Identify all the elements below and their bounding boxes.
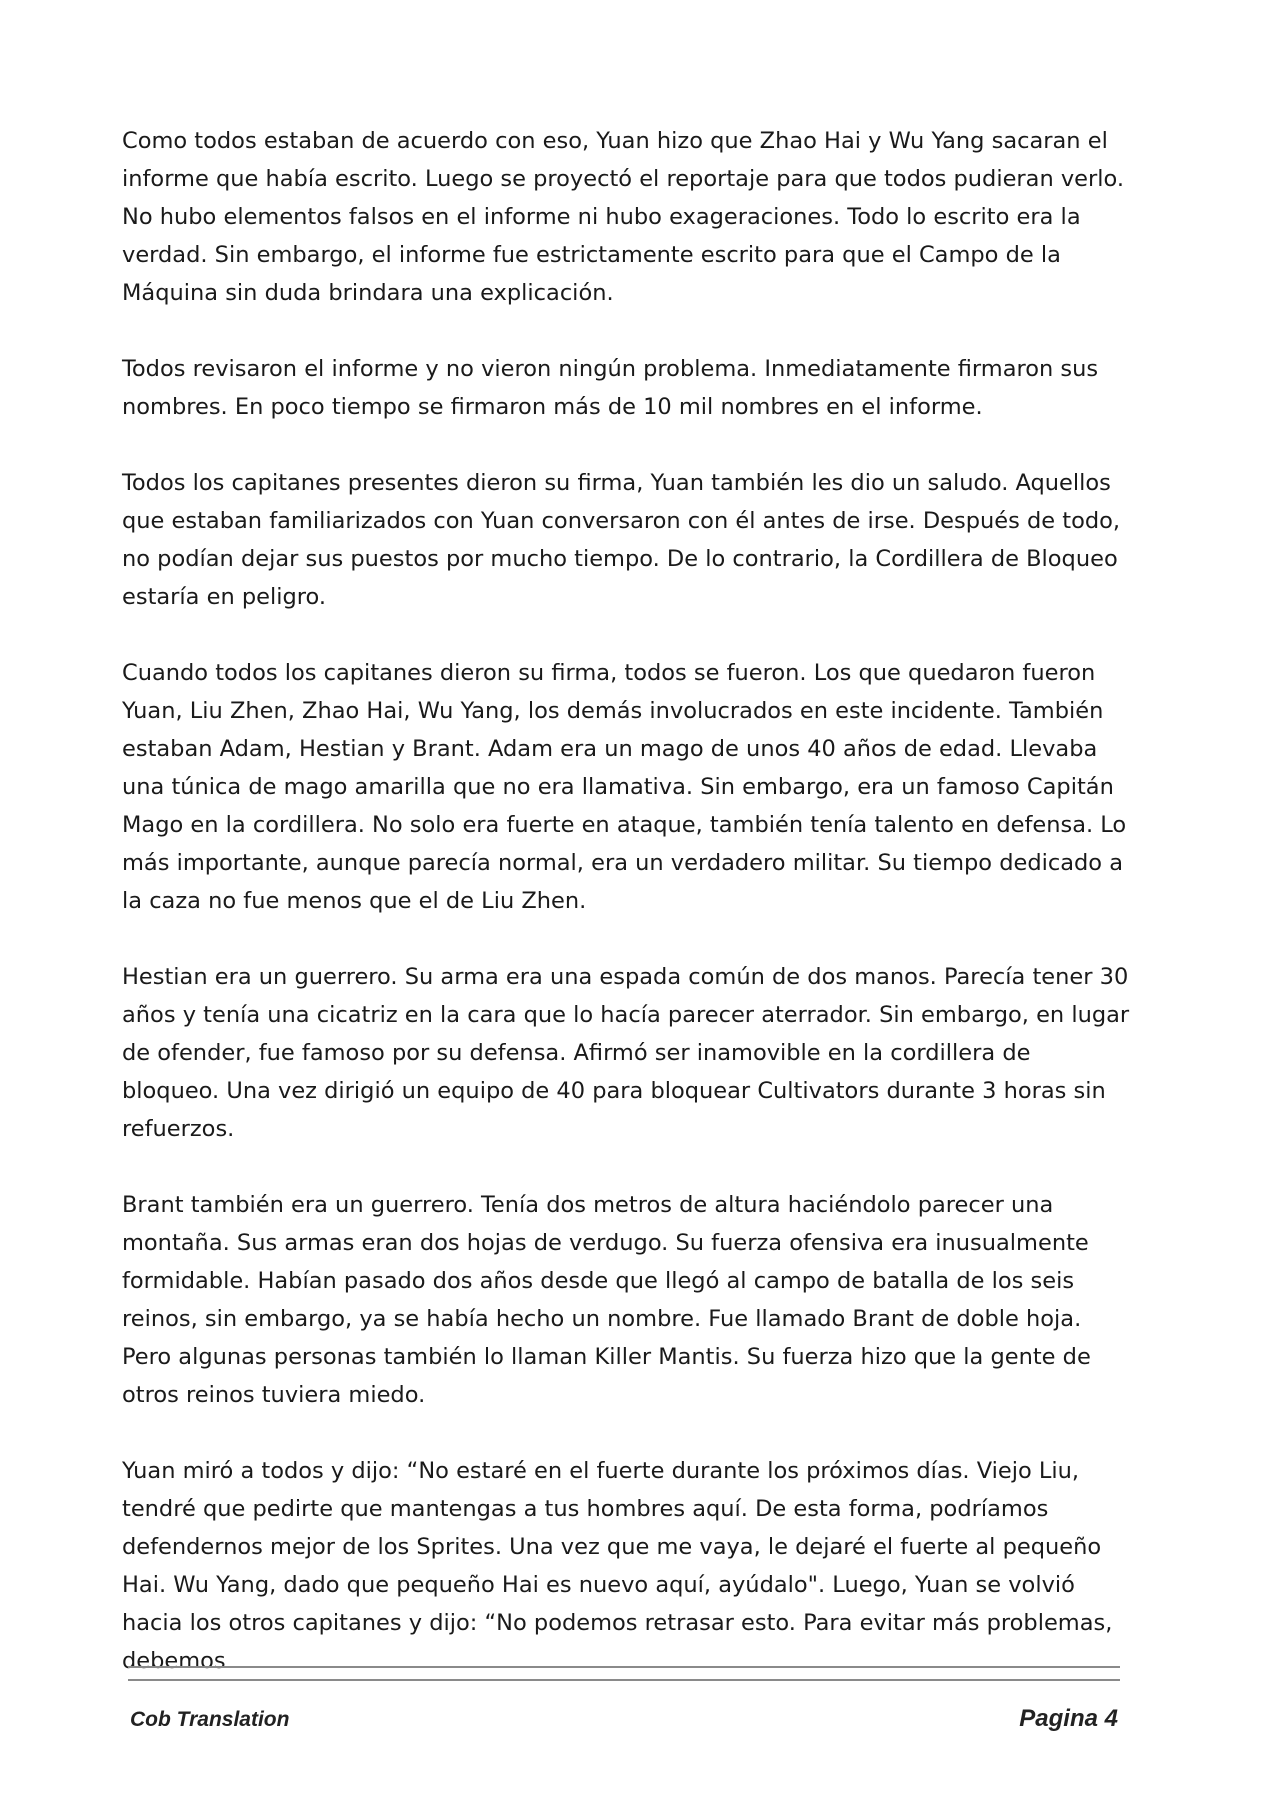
paragraph-3: Todos los capitanes presentes dieron su firma, Yuan también les dio un saludo. Aquellos que estaban familiarizados con Yuan conversaron con él antes de irse. Después de todo, no podían dejar sus puestos por mucho tiempo. De lo contrario, la Cordillera de Bloqueo estaría en peligro.	[122, 470, 1121, 610]
footer-divider-bottom	[128, 1679, 1120, 1681]
footer-publisher: Cob Translation	[130, 1708, 290, 1731]
paragraph-4: Cuando todos los capitanes dieron su firma, todos se fueron. Los que quedaron fueron Yuan, Liu Zhen, Zhao Hai, Wu Yang, los demás involucrados en este incidente. También estaban Adam, Hestian y Brant. Adam era un mago de unos 40 años de edad. Llevaba una túnica de mago amarilla que no era llamativa. Sin embargo, era un famoso Capitán Mago en la cordillera. No solo era fuerte en ataque, también tenía talento en defensa. Lo más importante, aunque parecía normal, era un verdadero militar. Su tiempo dedicado a la caza no fue menos que el de Liu Zhen.	[122, 660, 1127, 914]
paragraph-2: Todos revisaron el informe y no vieron ningún problema. Inmediatamente firmaron sus nombres. En poco tiempo se firmaron más de 10 mil nombres en el informe.	[122, 356, 1099, 420]
paragraph-1: Como todos estaban de acuerdo con eso, Yuan hizo que Zhao Hai y Wu Yang sacaran el informe que había escrito. Luego se proyectó el reportaje para que todos pudieran verlo. No hubo elementos falsos en el informe ni hubo exageraciones. Todo lo escrito era la verdad. Sin embargo, el informe fue estrictamente escrito para que el Campo de la Máquina sin duda brindara una explicación.	[122, 128, 1125, 306]
paragraph-7: Yuan miró a todos y dijo: “No estaré en el fuerte durante los próximos días. Viejo Liu, tendré que pedirte que mantengas a tus hombres aquí. De esta forma, podríamos defendernos mejor de los Sprites. Una vez que me vaya, le dejaré el fuerte al pequeño Hai. Wu Yang, dado que pequeño Hai es nuevo aquí, ayúdalo". Luego, Yuan se volvió hacia los otros capitanes y dijo: “No podemos retrasar esto. Para evitar más problemas, debemos	[122, 1458, 1113, 1674]
paragraph-6: Brant también era un guerrero. Tenía dos metros de altura haciéndolo parecer una montaña. Sus armas eran dos hojas de verdugo. Su fuerza ofensiva era inusualmente formidable. Habían pasado dos años desde que llegó al campo de batalla de los seis reinos, sin embargo, ya se había hecho un nombre. Fue llamado Brant de doble hoja. Pero algunas personas también lo llaman Killer Mantis. Su fuerza hizo que la gente de otros reinos tuviera miedo.	[122, 1192, 1091, 1408]
footer-divider-top	[128, 1666, 1120, 1668]
footer-page-number: Pagina 4	[1019, 1705, 1118, 1732]
body-text	[122, 122, 1132, 1718]
paragraph-5: Hestian era un guerrero. Su arma era una espada común de dos manos. Parecía tener 30 años y tenía una cicatriz en la cara que lo hacía parecer aterrador. Sin embargo, en lugar de ofender, fue famoso por su defensa. Afirmó ser inamovible en la cordillera de bloqueo. Una vez dirigió un equipo de 40 para bloquear Cultivators durante 3 horas sin refuerzos.	[122, 964, 1130, 1142]
